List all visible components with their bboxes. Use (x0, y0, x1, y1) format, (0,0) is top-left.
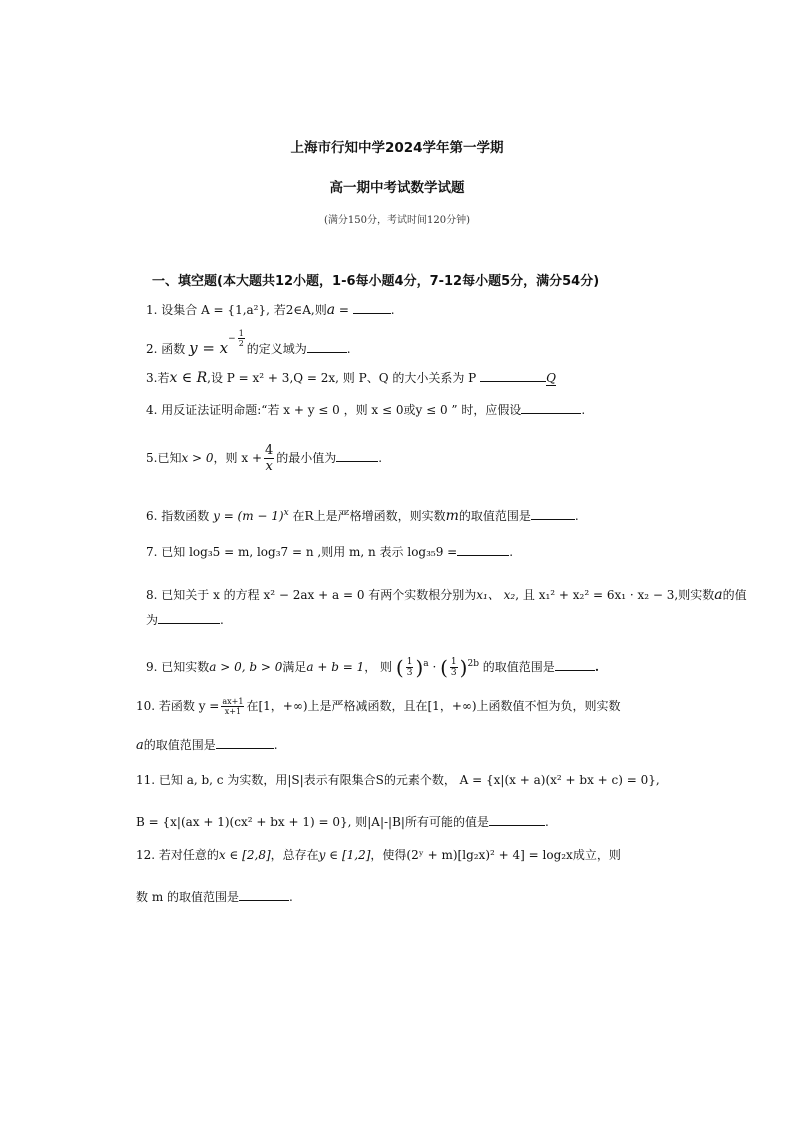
q11-text: 11. 已知 a, b, c 为实数，用|S|表示有限集合S的元素个数， A = {x|(x + a)(x² + bx + c) = 0}, (136, 773, 660, 787)
q2-exp-den: 2 (238, 339, 244, 348)
q8-answer-blank[interactable] (158, 611, 220, 624)
q4-answer-blank[interactable] (521, 401, 581, 414)
q2-answer-blank[interactable] (307, 340, 347, 353)
q9-f2-num: 1 (450, 657, 457, 667)
question-12 (136, 847, 621, 863)
q3-text: 3.若 (146, 371, 170, 385)
q7-answer-blank[interactable] (457, 543, 509, 556)
q8-roots: x₁、 x₂ (476, 588, 516, 602)
q10-text-3: 的取值范围是 (143, 738, 216, 752)
question-10-cont (136, 736, 278, 754)
q9-f1-den: 3 (406, 668, 413, 678)
q12-text-2: ，总存在 (270, 848, 319, 862)
question-4 (146, 401, 585, 418)
q9-text-3: ， 则 (364, 660, 393, 674)
q11-text-2: B = {x|(ax + 1)(cx² + bx + 1) = 0}, 则|A|-|B|所有可能的值是 (136, 815, 489, 829)
q10-text-2: 在[1，+∞)上是严格减函数，且在[1，+∞)上函数值不恒为负，则实数 (246, 699, 621, 713)
question-9 (146, 652, 599, 680)
question-2 (146, 329, 351, 360)
question-5 (146, 443, 382, 474)
q7-text: 7. 已知 log₃5 = m, log₃7 = n ,则用 m, n 表示 log₃₅9 = (146, 545, 458, 559)
q9-text-4: 的取值范围是 (482, 660, 555, 674)
q11-end: . (544, 815, 549, 829)
q9-f1-num: 1 (406, 657, 413, 667)
q4-text: 4. 用反证法证明命题:“若 x + y ≤ 0 ，则 x ≤ 0或y ≤ 0 ” 时，应假设 (146, 403, 522, 417)
q4-end: . (581, 403, 586, 417)
q1-eq: = (335, 303, 353, 317)
q1-answer-blank[interactable] (353, 301, 391, 314)
q2-end: . (346, 342, 351, 356)
q5-den: x (265, 459, 273, 474)
q5-text-2: 的最小值为 (276, 451, 337, 465)
q2-exp-num: 1 (238, 329, 244, 338)
q6-text: 6. 指数函数 (146, 509, 210, 523)
question-11 (136, 772, 660, 788)
q9-dot: · (432, 660, 437, 674)
q1-end: . (390, 303, 395, 317)
q5-expr: ，则 x + (213, 451, 262, 465)
q8-text-3: 的值 (722, 588, 747, 602)
question-1 (146, 301, 395, 318)
question-12-cont (136, 888, 293, 905)
exam-title: 高一期中考试数学试题 (329, 180, 465, 196)
q9-expression: ( $\frac{1}{3}$ )$^a$ · ( $\frac{1}{3}$ )$^{2b}$ (395, 655, 479, 680)
q12-cond: x ∈ [2,8] (218, 848, 271, 862)
q6-text-2: 在R上是严格增函数，则实数 (292, 509, 446, 523)
q9-cond: a > 0, b > 0 (209, 660, 283, 674)
q8-text: 8. 已知关于 x 的方程 x² − 2ax + a = 0 有两个实数根分别为 (146, 588, 477, 602)
q2-text-2: 的定义域为 (246, 342, 307, 356)
q12-answer-blank[interactable] (239, 888, 289, 901)
q10-fraction (221, 697, 244, 716)
q6-exp: x (283, 508, 289, 518)
q9-cond-2: a + b = 1 (306, 660, 365, 674)
q9-f2-den: 3 (450, 668, 457, 678)
q10-answer-blank[interactable] (216, 736, 274, 749)
q5-num: 4 (265, 443, 274, 458)
q3-text-2: ,设 P = x² + 3,Q = 2x, 则 P、Q 的大小关系为 P (207, 371, 477, 385)
q1-var: a (326, 302, 336, 318)
q11-answer-blank[interactable] (489, 813, 545, 826)
q9-text: 9. 已知实数 (146, 660, 210, 674)
section-title: 一、填空题(本大题共12小题，1-6每小题4分，7-12每小题5分，满分54分) (152, 274, 600, 289)
q5-end: . (378, 451, 383, 465)
q9-text-2: 满足 (282, 660, 307, 674)
q7-end: . (509, 545, 514, 559)
question-10 (136, 697, 621, 716)
question-7 (146, 543, 513, 560)
q2-func: y = x (189, 339, 229, 357)
q12-end: . (289, 890, 293, 904)
q6-answer-blank[interactable] (531, 507, 575, 520)
q5-text: 5.已知 (146, 451, 182, 465)
q3-cond: x ∈ R (169, 370, 208, 386)
school-title: 上海市行知中学2024学年第一学期 (290, 140, 504, 156)
q9-answer-blank[interactable] (555, 658, 595, 671)
question-11-cont (136, 813, 549, 830)
q12-text-4: 数 m 的取值范围是 (136, 890, 240, 904)
q6-func: y = (m − 1) (213, 509, 284, 523)
q5-fraction (264, 443, 274, 474)
q5-answer-blank[interactable] (336, 449, 378, 462)
q9-exp1: a (423, 659, 429, 669)
q8-text-4: 为 (146, 613, 159, 627)
question-3 (146, 369, 556, 386)
q12-text: 12. 若对任意的 (136, 848, 219, 862)
q6-var: m (445, 508, 459, 524)
q2-text: 2. 函数 (146, 342, 186, 356)
q8-end: . (220, 613, 224, 627)
q12-cond-2: y ∈ [1,2] (318, 848, 371, 862)
q5-cond: x > 0 (181, 451, 214, 465)
question-8 (146, 587, 747, 603)
exam-note: (满分150分，考试时间120分钟) (324, 215, 470, 226)
q10-end: . (273, 738, 278, 752)
question-6 (146, 505, 579, 524)
q9-end: . (594, 660, 599, 674)
q10-text: 10. 若函数 y = (136, 699, 220, 713)
q10-den: x+1 (224, 707, 242, 716)
q10-num: ax+1 (222, 697, 244, 706)
q8-text-2: , 且 x₁² + x₂² = 6x₁ · x₂ − 3,则实数 (515, 588, 715, 602)
q3-q: Q (546, 371, 556, 385)
q3-answer-blank[interactable] (480, 369, 546, 382)
q9-exp2: 2b (467, 659, 479, 669)
q2-exponent: − 1 2 (228, 329, 244, 348)
q8-var: a (714, 587, 723, 603)
question-8-cont (146, 611, 224, 628)
q12-text-3: ，使得(2ʸ + m)[lg₂x)² + 4] = log₂x成立，则 (370, 848, 621, 862)
q1-text: 1. 设集合 A = {1,a²}, 若2∈A,则 (146, 303, 327, 317)
q6-text-3: 的取值范围是 (458, 509, 531, 523)
q6-end: . (574, 509, 579, 523)
q10-var: a (136, 738, 144, 753)
